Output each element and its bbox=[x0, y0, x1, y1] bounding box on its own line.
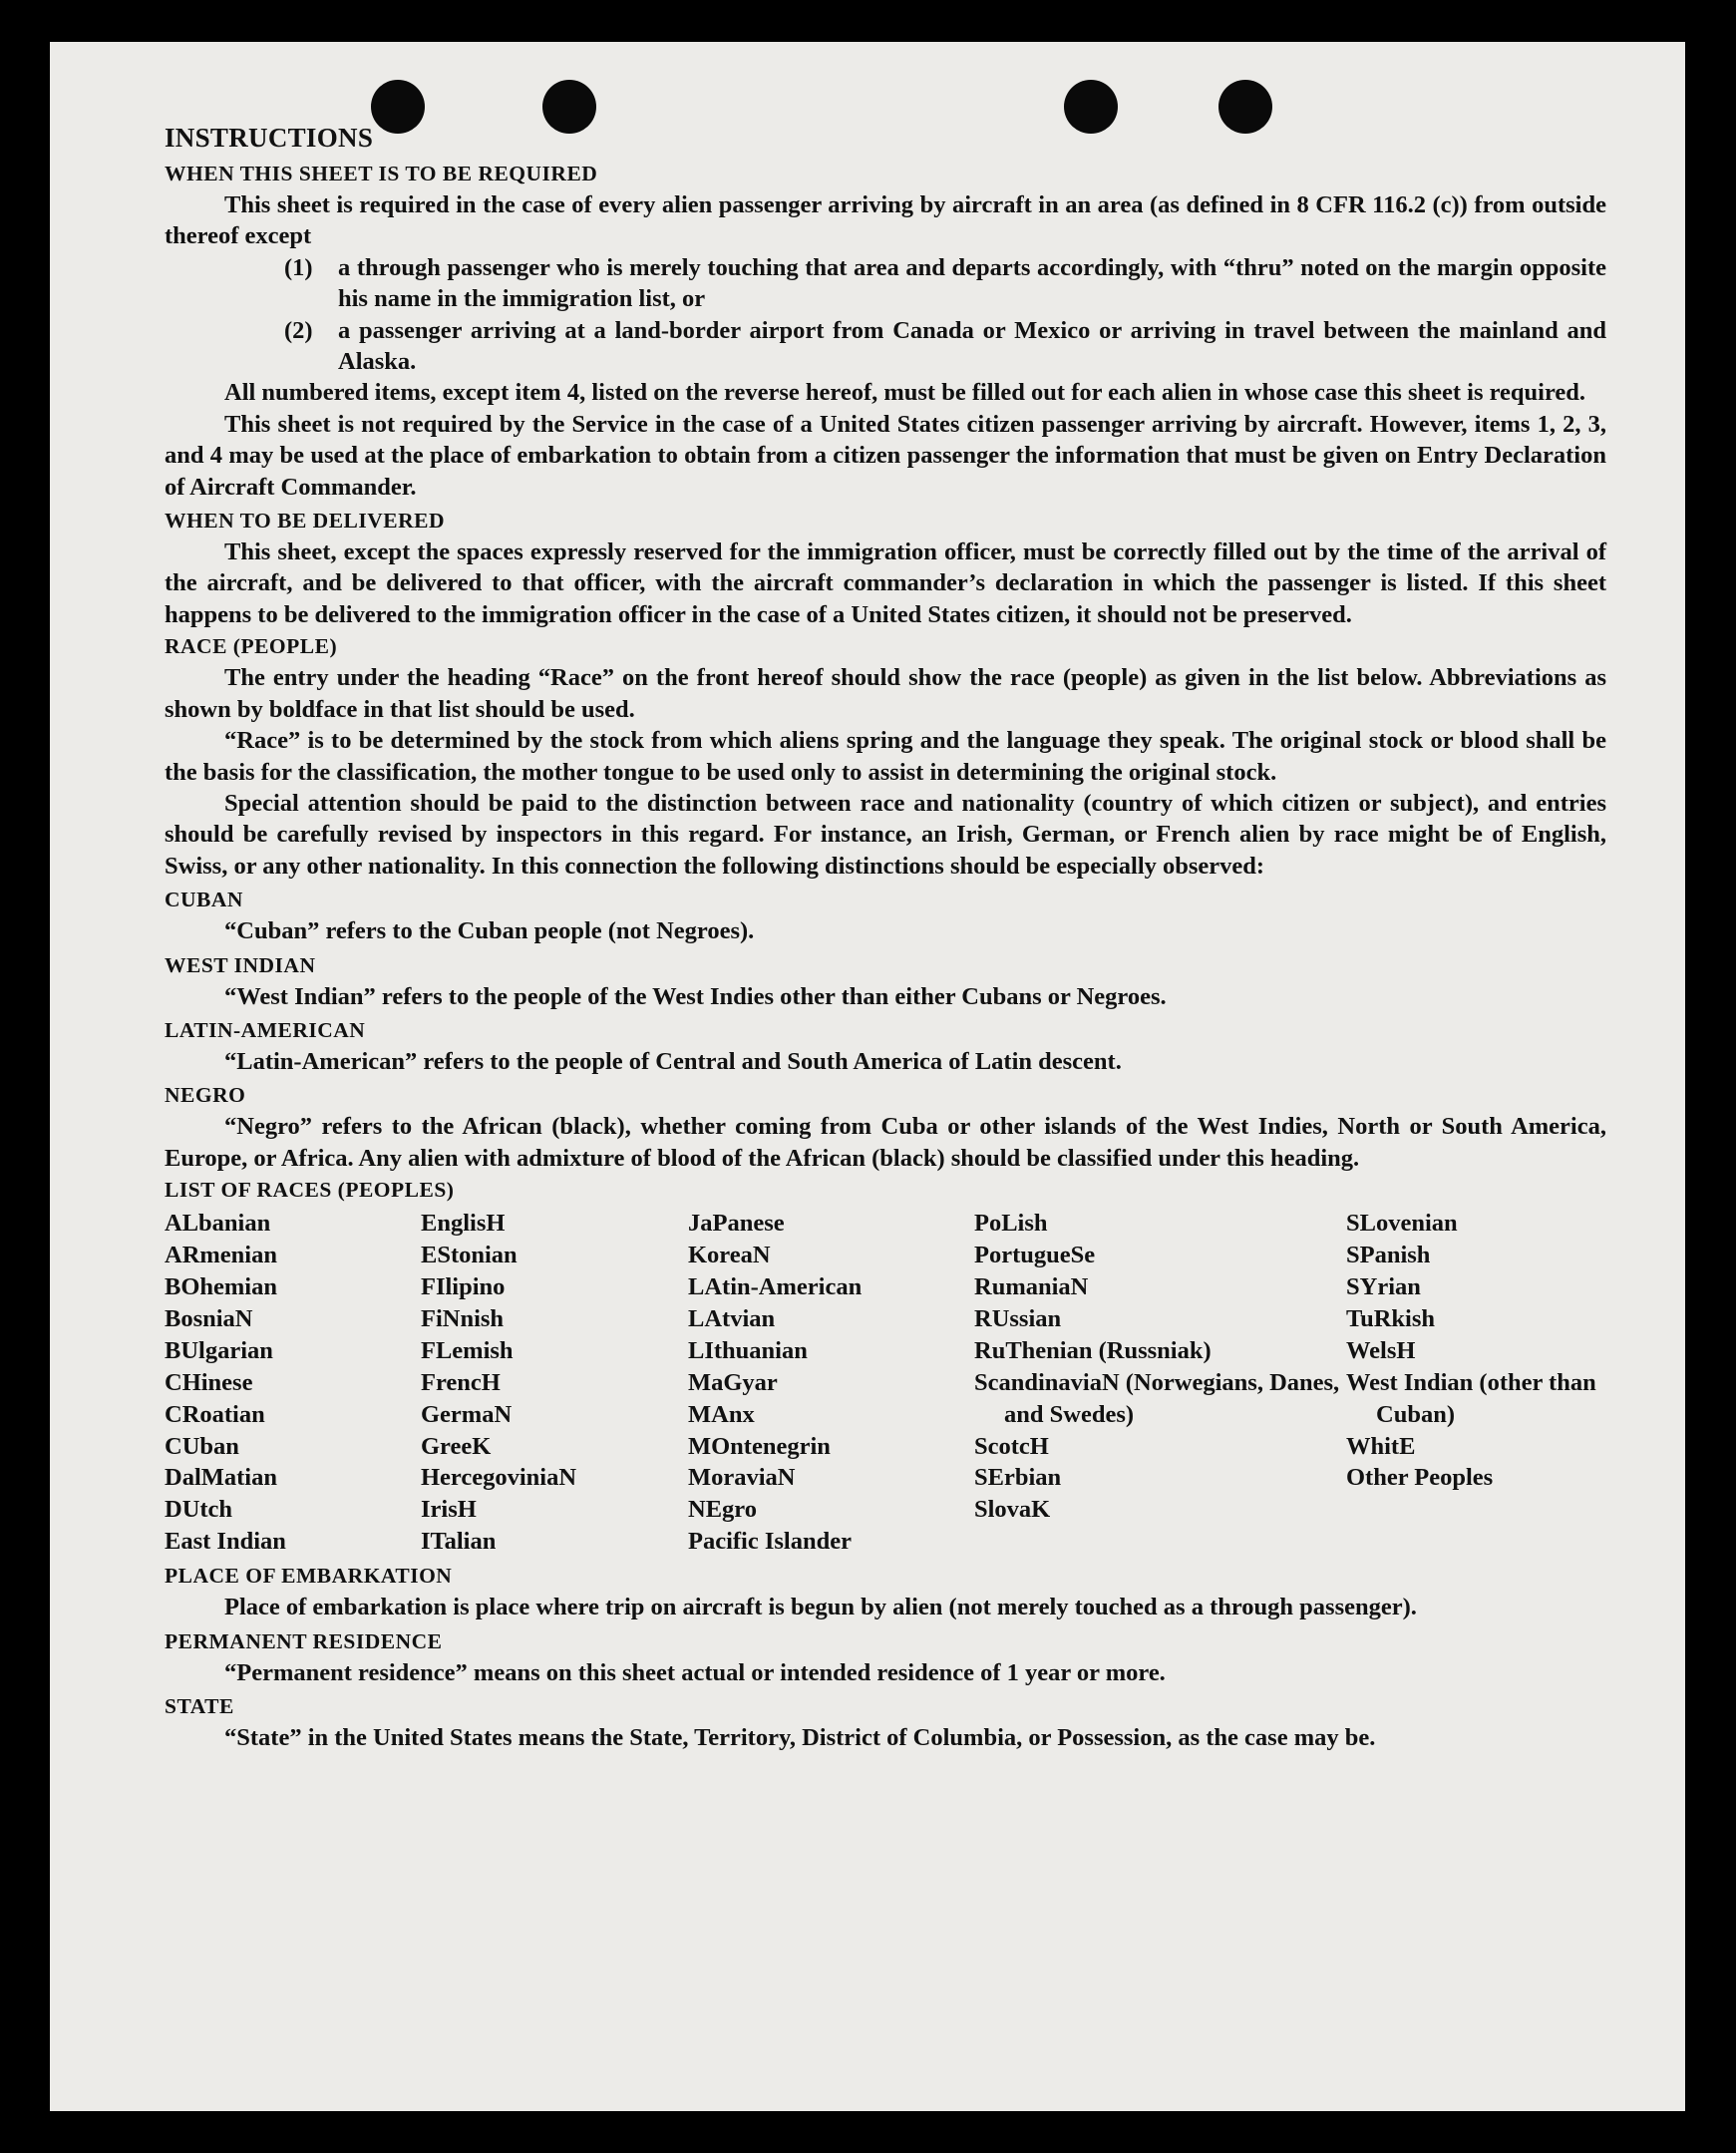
race-item: PortugueSe bbox=[974, 1242, 1096, 1269]
section-heading: CUBAN bbox=[165, 888, 243, 912]
race-item: EStonian bbox=[421, 1242, 518, 1269]
item-number: (2) bbox=[284, 316, 313, 344]
race-item: East Indian bbox=[165, 1528, 286, 1556]
race-item: RUssian bbox=[974, 1304, 1062, 1332]
races-column bbox=[165, 1208, 421, 1558]
race-item: MoraviaN bbox=[688, 1464, 796, 1492]
race-item: CHinese bbox=[165, 1368, 253, 1396]
race-item: CRoatian bbox=[165, 1400, 265, 1428]
race-item: FIlipino bbox=[421, 1272, 506, 1300]
paragraph: This sheet is required in the case of every alien passenger arriving by aircraft in an area (as defined in 8 CFR 116.2 (c)) from outside thereof except bbox=[165, 191, 1606, 250]
race-item: SPanish bbox=[1346, 1242, 1431, 1269]
race-item: BOhemian bbox=[165, 1272, 277, 1300]
race-item: LAtin-American bbox=[688, 1272, 863, 1300]
race-item: IrisH bbox=[421, 1496, 477, 1524]
races-column bbox=[688, 1208, 974, 1558]
section-heading: PLACE OF EMBARKATION bbox=[165, 1564, 453, 1589]
races-column bbox=[974, 1208, 1346, 1558]
race-item: GreeK bbox=[421, 1432, 492, 1460]
paragraph: All numbered items, except item 4, listed on the reverse hereof, must be filled out for each alien in whose case this sheet is required. bbox=[224, 379, 1586, 407]
paragraph: “Negro” refers to the African (black), whether coming from Cuba or other islands of the West Indies, North or South America, Europe, or Africa. Any alien with admixture of blood of the African (black) should be classified under this heading. bbox=[165, 1113, 1606, 1172]
race-item: PoLish bbox=[974, 1210, 1048, 1238]
race-item: ScandinaviaN (Norwegians, Danes, and Swedes) bbox=[974, 1368, 1340, 1428]
paragraph: Place of embarkation is place where trip on aircraft is begun by alien (not merely touched as a through passenger). bbox=[224, 1594, 1417, 1621]
page-title: INSTRUCTIONS bbox=[165, 123, 374, 153]
section-heading: STATE bbox=[165, 1693, 234, 1718]
race-item: West Indian (other than Cuban) bbox=[1346, 1368, 1596, 1428]
race-item: SErbian bbox=[974, 1464, 1062, 1492]
race-item: KoreaN bbox=[688, 1242, 771, 1269]
race-item: WelsH bbox=[1346, 1336, 1416, 1364]
paragraph: Special attention should be paid to the distinction between race and nationality (country of which citizen or subject), and entries should be carefully revised by inspectors in this regard. For instance, an Irish, German, or French alien by race might be of English, Swiss, or any other nationality. In this connection the following distinctions should be especially observed: bbox=[165, 789, 1606, 880]
item-text: a passenger arriving at a land-border airport from Canada or Mexico or arriving in travel between the mainland and Alaska. bbox=[338, 316, 1606, 376]
race-item: LAtvian bbox=[688, 1304, 776, 1332]
races-list bbox=[165, 1208, 1606, 1558]
race-item: FLemish bbox=[421, 1336, 514, 1364]
paragraph: This sheet is not required by the Service in the case of a United States citizen passenger arriving by aircraft. However, items 1, 2, 3, and 4 may be used at the place of embarkation to obtain from a citizen passenger the information that must be given on Entry Declaration of Aircraft Commander. bbox=[165, 410, 1606, 501]
list-item bbox=[165, 252, 1606, 315]
paragraph: The entry under the heading “Race” on the front hereof should show the race (people) as given in the list below. Abbreviations as shown by boldface in that list should be used. bbox=[165, 664, 1606, 723]
item-number: (1) bbox=[284, 253, 313, 281]
paragraph: “Latin-American” refers to the people of Central and South America of Latin descent. bbox=[224, 1047, 1122, 1075]
section-heading: WHEN THIS SHEET IS TO BE REQUIRED bbox=[165, 162, 598, 185]
paragraph: “Permanent residence” means on this sheet actual or intended residence of 1 year or more. bbox=[224, 1658, 1166, 1686]
section-heading: LIST OF RACES (PEOPLES) bbox=[165, 1178, 455, 1203]
race-item: Pacific Islander bbox=[688, 1528, 852, 1556]
paragraph: This sheet, except the spaces expressly reserved for the immigration officer, must be correctly filled out by the time of the arrival of the aircraft, and be delivered to that officer, with the aircraft commander’s declaration in which the passenger is listed. If this sheet happens to be delivered to the immigration officer in the case of a United States citizen, it should not be preserved. bbox=[165, 538, 1606, 628]
races-column bbox=[1346, 1208, 1606, 1558]
section-heading: PERMANENT RESIDENCE bbox=[165, 1628, 443, 1653]
paragraph: “West Indian” refers to the people of the West Indies other than either Cubans or Negroes. bbox=[224, 982, 1167, 1010]
race-item: GermaN bbox=[421, 1400, 513, 1428]
item-text: a through passenger who is merely touching that area and departs accordingly, with “thru” noted on the margin opposite his name in the immigration list, or bbox=[338, 253, 1606, 313]
race-item: SlovaK bbox=[974, 1496, 1051, 1524]
race-item: NEgro bbox=[688, 1496, 757, 1524]
race-item: BosniaN bbox=[165, 1304, 253, 1332]
instructions-document bbox=[165, 118, 1606, 1753]
race-item: ALbanian bbox=[165, 1210, 271, 1238]
race-item: MAnx bbox=[688, 1400, 755, 1428]
paragraph: “Cuban” refers to the Cuban people (not Negroes). bbox=[224, 917, 755, 945]
race-item: SLovenian bbox=[1346, 1210, 1458, 1238]
section-heading: RACE (PEOPLE) bbox=[165, 634, 338, 659]
race-item: ScotcH bbox=[974, 1432, 1049, 1460]
race-item: EnglisH bbox=[421, 1210, 506, 1238]
race-item: DalMatian bbox=[165, 1464, 277, 1492]
race-item: FrencH bbox=[421, 1368, 501, 1396]
section-heading: NEGRO bbox=[165, 1083, 246, 1108]
race-item: MaGyar bbox=[688, 1368, 778, 1396]
race-item: FiNnish bbox=[421, 1304, 505, 1332]
race-item: SYrian bbox=[1346, 1272, 1421, 1300]
section-heading: LATIN-AMERICAN bbox=[165, 1017, 366, 1042]
race-item: DUtch bbox=[165, 1496, 233, 1524]
race-item: ITalian bbox=[421, 1528, 497, 1556]
races-column bbox=[421, 1208, 688, 1558]
race-item: TuRkish bbox=[1346, 1304, 1436, 1332]
race-item: LIthuanian bbox=[688, 1336, 808, 1364]
section-heading: WHEN TO BE DELIVERED bbox=[165, 509, 446, 534]
race-item: HercegoviniaN bbox=[421, 1464, 577, 1492]
race-item: BUlgarian bbox=[165, 1336, 273, 1364]
section-heading: WEST INDIAN bbox=[165, 952, 316, 977]
race-item: MOntenegrin bbox=[688, 1432, 831, 1460]
race-item: CUban bbox=[165, 1432, 239, 1460]
race-item: ARmenian bbox=[165, 1242, 277, 1269]
race-item: RumaniaN bbox=[974, 1272, 1089, 1300]
paragraph: “State” in the United States means the State, Territory, District of Columbia, or Possession, as the case may be. bbox=[224, 1723, 1376, 1751]
paragraph: “Race” is to be determined by the stock from which aliens spring and the language they speak. The original stock or blood shall be the basis for the classification, the mother tongue to be used only to assist in determining the original stock. bbox=[165, 727, 1606, 786]
list-item bbox=[165, 315, 1606, 378]
race-item: Other Peoples bbox=[1346, 1464, 1494, 1492]
race-item: RuThenian (Russniak) bbox=[974, 1336, 1212, 1364]
race-item: JaPanese bbox=[688, 1210, 785, 1238]
race-item: WhitE bbox=[1346, 1432, 1416, 1460]
